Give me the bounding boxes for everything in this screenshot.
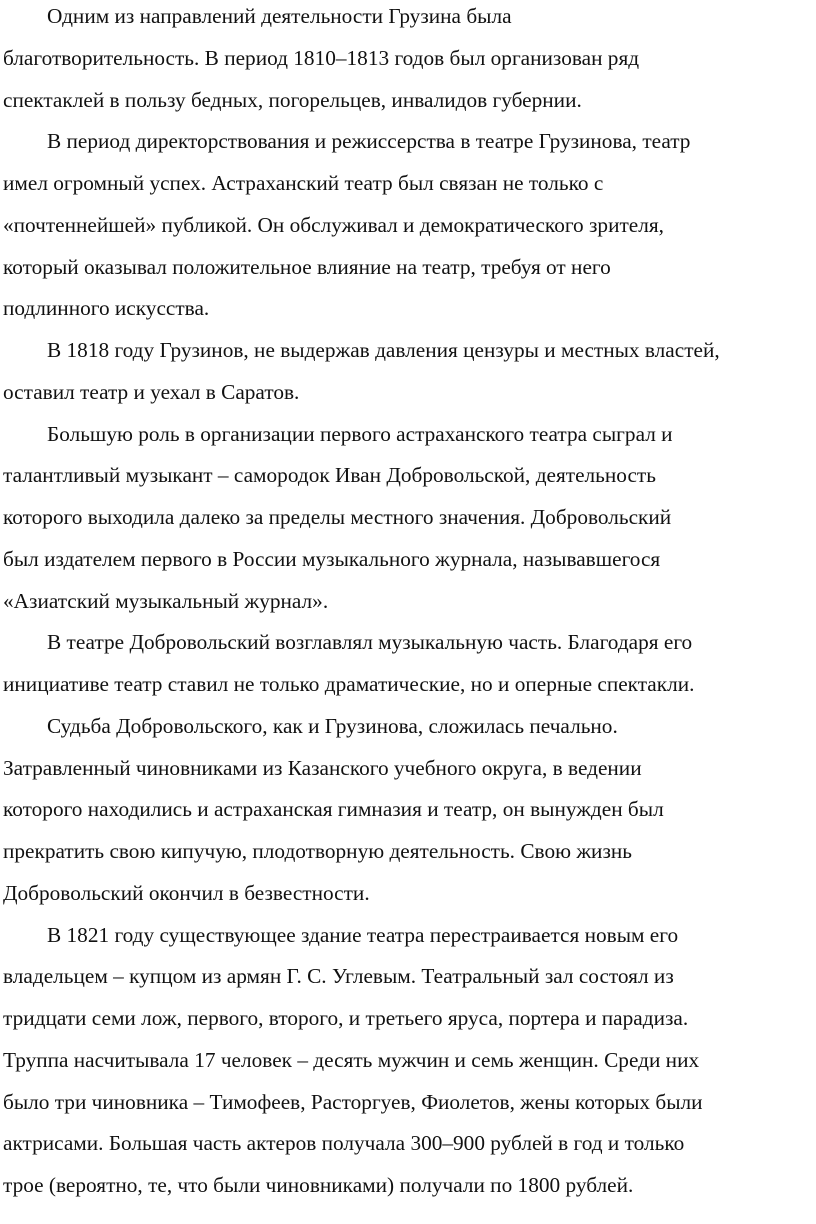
paragraph-7-line-3: тридцати семи лож, первого, второго, и третьего яруса, портера и парадиза. bbox=[3, 1006, 689, 1030]
paragraph-1-line-3: спектаклей в пользу бедных, погорельцев, инвалидов губернии. bbox=[3, 87, 582, 112]
paragraph-5-line-2: инициативе театр ставил не только драматические, но и оперные спектакли. bbox=[3, 672, 695, 696]
paragraph-4-line-2: талантливый музыкант – самородок Иван Добровольской, деятельность bbox=[3, 463, 656, 488]
paragraph-5-line-1: В театре Добровольский возглавлял музыкальную часть. Благодаря его bbox=[47, 630, 693, 655]
paragraph-2-line-4: который оказывал положительное влияние на театр, требуя от него bbox=[3, 254, 611, 279]
paragraph-1-line-1: Одним из направлений деятельности Грузина была bbox=[47, 4, 512, 28]
paragraph-7-line-5: было три чиновника – Тимофеев, Расторгуев, Фиолетов, жены которых были bbox=[3, 1089, 703, 1114]
paragraph-2-line-5: подлинного искусства. bbox=[3, 296, 210, 321]
paragraph-7-line-7: трое (вероятно, те, что были чиновниками) получали по 1800 рублей. bbox=[3, 1173, 634, 1197]
paragraph-1-line-2: благотворительность. В период 1810–1813 годов был организован ряд bbox=[3, 45, 640, 70]
paragraph-2-line-3: «почтеннейшей» публикой. Он обслуживал и демократического зрителя, bbox=[3, 212, 664, 237]
paragraph-7-line-6: актрисами. Большая часть актеров получала 300–900 рублей в год и только bbox=[3, 1131, 685, 1156]
paragraph-6-line-3: которого находились и астраханская гимназия и театр, он вынужден был bbox=[3, 797, 664, 822]
paragraph-7-line-1: В 1821 году существующее здание театра перестраивается новым его bbox=[47, 922, 679, 947]
paragraph-6-line-1: Судьба Добровольского, как и Грузинова, сложилась печально. bbox=[47, 713, 618, 738]
paragraph-2-line-1: В период директорствования и режиссерства в театре Грузинова, театр bbox=[47, 129, 691, 154]
paragraph-6-line-5: Добровольский окончил в безвестности. bbox=[3, 880, 370, 905]
paragraph-7-line-2: владельцем – купцом из армян Г. С. Углевым. Театральный зал состоял из bbox=[3, 964, 674, 989]
paragraph-3-line-1: В 1818 году Грузинов, не выдержав давления цензуры и местных властей, bbox=[47, 338, 720, 362]
paragraph-2-line-2: имел огромный успех. Астраханский театр был связан не только с bbox=[3, 171, 604, 195]
paragraph-6-line-4: прекратить свою кипучую, плодотворную деятельность. Свою жизнь bbox=[3, 839, 632, 863]
paragraph-6-line-2: Затравленный чиновниками из Казанского учебного округа, в ведении bbox=[3, 755, 642, 780]
paragraph-4-line-1: Большую роль в организации первого астраханского театра сыграл и bbox=[47, 421, 673, 446]
paragraph-3-line-2: оставил театр и уехал в Саратов. bbox=[3, 379, 300, 404]
paragraph-4-line-3: которого выходила далеко за пределы местного значения. Добровольский bbox=[3, 505, 672, 529]
paragraph-4-line-4: был издателем первого в России музыкального журнала, называвшегося bbox=[3, 546, 661, 571]
paragraph-4-line-5: «Азиатский музыкальный журнал». bbox=[3, 588, 329, 613]
paragraph-7-line-4: Труппа насчитывала 17 человек – десять мужчин и семь женщин. Среди них bbox=[3, 1047, 700, 1072]
